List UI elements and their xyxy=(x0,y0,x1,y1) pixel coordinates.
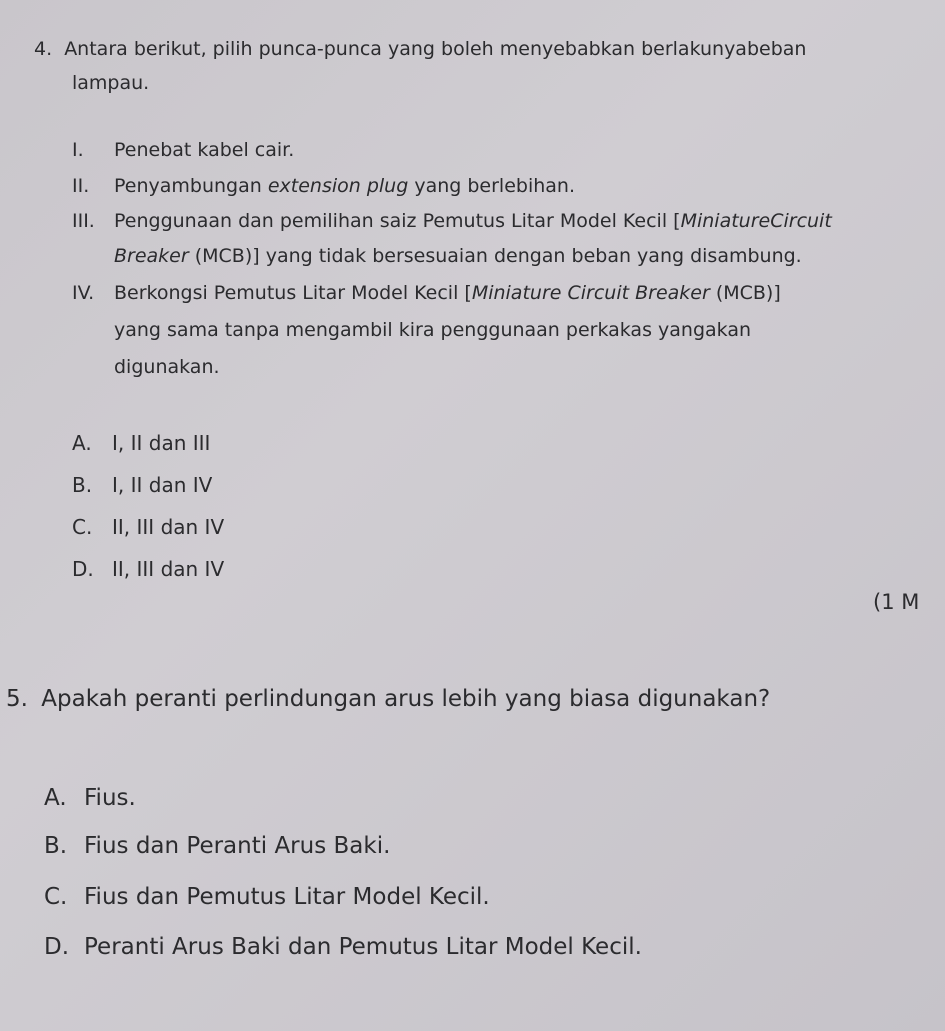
q4-statement-3-line1 xyxy=(72,212,832,231)
option-text: Fius dan Peranti Arus Baki. xyxy=(84,833,391,859)
option-text: Fius dan Pemutus Litar Model Kecil. xyxy=(84,884,490,910)
statement-text: Penggunaan dan pemilihan saiz Pemutus Litar Model Kecil [ xyxy=(114,210,681,232)
q4-statement-2 xyxy=(72,177,575,196)
q4-statement-3-line2 xyxy=(114,247,802,266)
q4-option-b xyxy=(72,475,212,495)
q5-option-d xyxy=(44,936,642,959)
statement-text: Penyambungan xyxy=(114,175,268,197)
statement-text: (MCB)] xyxy=(709,282,781,304)
option-label: A. xyxy=(72,431,92,455)
q5-option-a xyxy=(44,787,136,810)
statement-numeral: IV. xyxy=(72,282,95,304)
q4-option-a xyxy=(72,433,210,453)
option-label: C. xyxy=(44,884,68,910)
statement-numeral: II. xyxy=(72,175,90,197)
q5-option-b xyxy=(44,835,390,858)
q5-stem xyxy=(6,688,770,711)
q4-statement-4-line2: yang sama tanpa mengambil kira penggunaan perkakas yangakan xyxy=(114,319,752,341)
q4-statement-4-line1 xyxy=(72,284,781,303)
q4-stem-line2: lampau. xyxy=(72,72,150,94)
option-label: B. xyxy=(72,473,93,497)
q4-option-d xyxy=(72,559,224,579)
statement-italic: Miniature Circuit Breaker xyxy=(471,282,710,304)
statement-italic: extension plug xyxy=(267,175,409,197)
q4-statement-1 xyxy=(72,141,294,160)
q5-option-c xyxy=(44,886,490,909)
q4-marks: (1 M xyxy=(873,590,920,614)
option-label: D. xyxy=(72,557,94,581)
q4-stem-line1 xyxy=(34,40,806,59)
option-text: II, III dan IV xyxy=(112,515,225,539)
statement-italic: Breaker xyxy=(114,245,189,267)
q5-stem-text: Apakah peranti perlindungan arus lebih yang biasa digunakan? xyxy=(41,686,771,712)
option-label: A. xyxy=(44,785,67,811)
statement-text: (MCB)] yang tidak bersesuaian dengan beban yang disambung. xyxy=(188,245,802,267)
option-text: I, II dan IV xyxy=(112,473,213,497)
option-text: I, II dan III xyxy=(112,431,211,455)
statement-numeral: I. xyxy=(72,139,84,161)
statement-numeral: III. xyxy=(72,210,95,232)
q4-number: 4. xyxy=(34,38,53,60)
q4-stem-text: Antara berikut, pilih punca-punca yang boleh menyebabkan berlakunyabeban xyxy=(64,38,807,60)
option-text: II, III dan IV xyxy=(112,557,225,581)
q4-statement-4-line3: digunakan. xyxy=(114,356,220,378)
q5-number: 5. xyxy=(6,686,28,712)
option-text: Fius. xyxy=(84,785,136,811)
statement-text: Berkongsi Pemutus Litar Model Kecil [ xyxy=(114,282,472,304)
statement-text: Penebat kabel cair. xyxy=(114,139,295,161)
statement-text: yang berlebihan. xyxy=(408,175,576,197)
q4-option-c xyxy=(72,517,224,537)
statement-italic: MiniatureCircuit xyxy=(680,210,832,232)
option-text: Peranti Arus Baki dan Pemutus Litar Model Kecil. xyxy=(84,934,642,960)
option-label: D. xyxy=(44,934,70,960)
option-label: B. xyxy=(44,833,68,859)
option-label: C. xyxy=(72,515,93,539)
